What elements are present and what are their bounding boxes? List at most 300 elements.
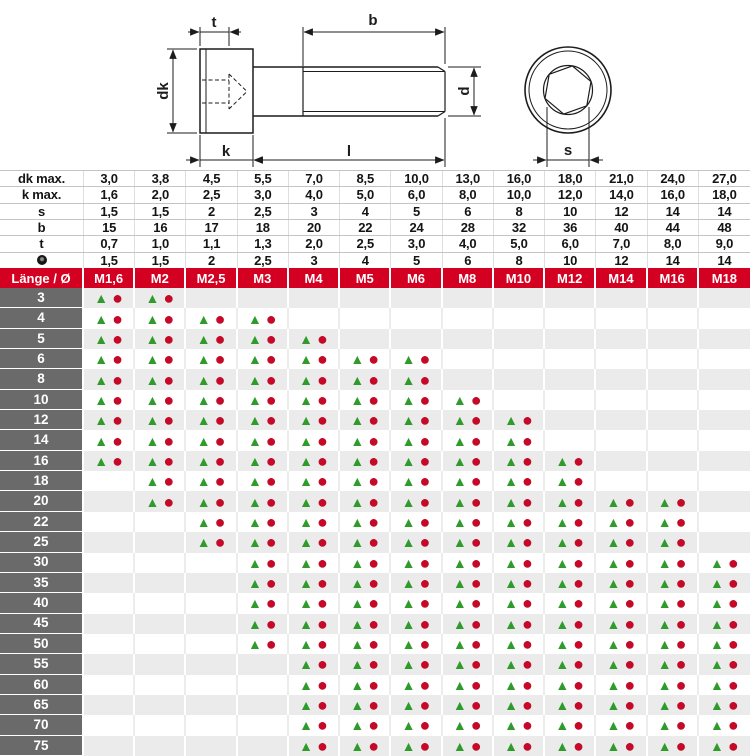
availability-cell xyxy=(84,573,135,593)
dimension-spec-table xyxy=(0,170,750,268)
table-row xyxy=(0,512,750,532)
length-row-header: 12 xyxy=(0,410,84,430)
availability-cell xyxy=(135,512,186,532)
availability-cell: ▲ ● xyxy=(545,512,596,532)
technical-drawing xyxy=(0,0,750,170)
availability-cell xyxy=(648,451,699,471)
availability-cell: ▲ ● xyxy=(494,410,545,430)
dim-value-cell: 8 xyxy=(494,253,545,268)
dim-value-cell: 1,5 xyxy=(84,253,135,268)
availability-cell: ▲ ● xyxy=(545,451,596,471)
availability-cell xyxy=(699,308,750,328)
dim-value-cell: 5,5 xyxy=(238,171,289,186)
availability-cell xyxy=(699,491,750,511)
dim-value-cell: 24 xyxy=(391,220,442,235)
availability-cell xyxy=(135,573,186,593)
availability-cell: ▲ ● xyxy=(596,695,647,715)
availability-cell: ▲ ● xyxy=(699,593,750,613)
dim-value-cell: 15 xyxy=(84,220,135,235)
availability-cell: ▲ ● xyxy=(699,634,750,654)
length-row-header: 16 xyxy=(0,451,84,471)
availability-cell xyxy=(238,654,289,674)
availability-cell xyxy=(340,308,391,328)
availability-cell xyxy=(186,573,237,593)
availability-cell: ▲ ● xyxy=(494,695,545,715)
availability-cell: ▲ ● xyxy=(391,695,442,715)
availability-cell xyxy=(84,491,135,511)
table-row xyxy=(0,349,750,369)
availability-cell: ▲ ● xyxy=(596,736,647,756)
availability-cell: ▲ ● xyxy=(238,573,289,593)
availability-cell: ▲ ● xyxy=(596,491,647,511)
dim-row-label xyxy=(0,253,84,268)
availability-cell xyxy=(596,349,647,369)
dim-spec-row xyxy=(0,186,750,202)
availability-cell: ▲ ● xyxy=(186,491,237,511)
table-row xyxy=(0,308,750,328)
availability-cell xyxy=(494,329,545,349)
availability-cell: ▲ ● xyxy=(545,532,596,552)
availability-cell xyxy=(494,349,545,369)
availability-cell: ▲ ● xyxy=(391,532,442,552)
availability-cell: ▲ ● xyxy=(340,675,391,695)
availability-cell: ▲ ● xyxy=(443,634,494,654)
availability-cell: ▲ ● xyxy=(596,634,647,654)
dim-label-t: t xyxy=(211,14,217,31)
availability-cell: ▲ ● xyxy=(494,654,545,674)
table-row xyxy=(0,715,750,735)
table-row xyxy=(0,614,750,634)
dim-value-cell: 28 xyxy=(443,220,494,235)
availability-cell xyxy=(84,512,135,532)
availability-cell: ▲ ● xyxy=(443,410,494,430)
availability-cell xyxy=(545,308,596,328)
dim-value-cell: 3 xyxy=(289,253,340,268)
availability-cell: ▲ ● xyxy=(596,654,647,674)
length-row-header: 14 xyxy=(0,430,84,450)
availability-cell: ▲ ● xyxy=(84,329,135,349)
availability-cell xyxy=(135,736,186,756)
availability-cell: ▲ ● xyxy=(186,349,237,369)
length-row-header: 22 xyxy=(0,512,84,532)
availability-cell: ▲ ● xyxy=(289,634,340,654)
column-header-cell: M4 xyxy=(289,268,340,288)
length-row-header: 50 xyxy=(0,634,84,654)
length-row-header: 60 xyxy=(0,675,84,695)
availability-cell: ▲ ● xyxy=(238,410,289,430)
availability-cell: ▲ ● xyxy=(391,349,442,369)
availability-cell xyxy=(135,675,186,695)
availability-cell: ▲ ● xyxy=(494,553,545,573)
dim-row-label: k max. xyxy=(0,187,84,202)
availability-cell: ▲ ● xyxy=(699,573,750,593)
dim-value-cell: 10,0 xyxy=(494,187,545,202)
availability-cell xyxy=(186,715,237,735)
dim-spec-row xyxy=(0,203,750,219)
availability-cell xyxy=(648,349,699,369)
availability-cell: ▲ ● xyxy=(340,451,391,471)
availability-cell xyxy=(186,675,237,695)
availability-cell xyxy=(135,634,186,654)
availability-cell: ▲ ● xyxy=(84,369,135,389)
availability-cell: ▲ ● xyxy=(443,695,494,715)
availability-cell xyxy=(84,736,135,756)
table-row xyxy=(0,451,750,471)
availability-cell: ▲ ● xyxy=(340,553,391,573)
availability-cell: ▲ ● xyxy=(545,736,596,756)
availability-cell: ▲ ● xyxy=(699,614,750,634)
dim-value-cell: 5 xyxy=(391,204,442,219)
availability-cell xyxy=(648,308,699,328)
column-header-cell: M12 xyxy=(545,268,596,288)
corner-header-cell: Länge / Ø xyxy=(0,268,84,288)
availability-cell xyxy=(186,614,237,634)
dim-value-cell: 44 xyxy=(648,220,699,235)
availability-cell: ▲ ● xyxy=(238,634,289,654)
availability-cell: ▲ ● xyxy=(186,430,237,450)
length-row-header: 3 xyxy=(0,288,84,308)
dim-value-cell: 1,5 xyxy=(135,204,186,219)
dim-value-cell: 4 xyxy=(340,204,391,219)
availability-cell: ▲ ● xyxy=(340,573,391,593)
availability-cell: ▲ ● xyxy=(494,634,545,654)
availability-cell: ▲ ● xyxy=(391,410,442,430)
availability-cell: ▲ ● xyxy=(545,614,596,634)
availability-cell: ▲ ● xyxy=(443,614,494,634)
availability-cell: ▲ ● xyxy=(391,471,442,491)
availability-cell xyxy=(84,471,135,491)
availability-cell xyxy=(135,532,186,552)
availability-cell xyxy=(84,532,135,552)
availability-cell: ▲ ● xyxy=(289,614,340,634)
availability-cell: ▲ ● xyxy=(289,715,340,735)
availability-cell: ▲ ● xyxy=(443,471,494,491)
length-row-header: 10 xyxy=(0,390,84,410)
availability-cell: ▲ ● xyxy=(699,553,750,573)
availability-cell xyxy=(545,329,596,349)
dim-value-cell: 2,0 xyxy=(135,187,186,202)
availability-cell: ▲ ● xyxy=(84,410,135,430)
availability-cell: ▲ ● xyxy=(443,654,494,674)
availability-cell xyxy=(84,614,135,634)
dim-value-cell: 27,0 xyxy=(712,171,737,187)
availability-cell xyxy=(699,349,750,369)
availability-cell xyxy=(84,634,135,654)
availability-cell: ▲ ● xyxy=(391,369,442,389)
availability-cell xyxy=(494,308,545,328)
availability-cell xyxy=(186,736,237,756)
dim-row-label: dk max. xyxy=(0,171,84,186)
availability-cell xyxy=(186,634,237,654)
availability-cell: ▲ ● xyxy=(596,573,647,593)
availability-cell xyxy=(699,369,750,389)
availability-cell: ▲ ● xyxy=(699,654,750,674)
availability-cell xyxy=(135,695,186,715)
availability-cell: ▲ ● xyxy=(340,715,391,735)
availability-cell xyxy=(238,695,289,715)
availability-cell xyxy=(648,430,699,450)
dim-value-cell: 2,0 xyxy=(289,236,340,251)
table-row xyxy=(0,471,750,491)
dim-value-cell: 20 xyxy=(289,220,340,235)
availability-cell xyxy=(340,288,391,308)
availability-cell xyxy=(135,553,186,573)
availability-cell xyxy=(443,329,494,349)
availability-cell: ▲ ● xyxy=(238,349,289,369)
availability-cell: ▲ ● xyxy=(186,532,237,552)
dim-value-cell: 13,0 xyxy=(443,171,494,186)
availability-cell xyxy=(648,471,699,491)
table-row xyxy=(0,410,750,430)
length-row-header: 75 xyxy=(0,736,84,756)
availability-cell xyxy=(545,390,596,410)
column-header-cell: M10 xyxy=(494,268,545,288)
column-header-cell: M5 xyxy=(340,268,391,288)
availability-cell xyxy=(135,593,186,613)
availability-cell: ▲ ● xyxy=(391,593,442,613)
hex-key-icon xyxy=(37,255,47,265)
availability-cell: ▲ ● xyxy=(84,349,135,369)
availability-cell: ▲ ● xyxy=(186,308,237,328)
availability-cell: ▲ ● xyxy=(443,451,494,471)
availability-cell: ▲ ● xyxy=(443,491,494,511)
availability-table-body xyxy=(0,288,750,756)
availability-cell: ▲ ● xyxy=(699,715,750,735)
availability-cell: ▲ ● xyxy=(545,593,596,613)
availability-cell xyxy=(186,695,237,715)
length-row-header: 35 xyxy=(0,573,84,593)
table-row xyxy=(0,390,750,410)
availability-cell xyxy=(699,288,750,308)
availability-cell xyxy=(84,553,135,573)
availability-cell: ▲ ● xyxy=(443,715,494,735)
availability-cell: ▲ ● xyxy=(238,491,289,511)
dim-value-cell: 3,0 xyxy=(84,171,135,186)
availability-cell xyxy=(545,349,596,369)
availability-cell: ▲ ● xyxy=(340,410,391,430)
table-row xyxy=(0,654,750,674)
availability-cell xyxy=(391,308,442,328)
availability-cell: ▲ ● xyxy=(494,471,545,491)
dim-value-cell: 4 xyxy=(340,253,391,268)
availability-cell: ▲ ● xyxy=(340,736,391,756)
dim-value-cell: 2,5 xyxy=(238,204,289,219)
table-row xyxy=(0,675,750,695)
dim-value-cell: 10 xyxy=(545,253,596,268)
availability-cell: ▲ ● xyxy=(391,715,442,735)
dim-value-cell: 8,5 xyxy=(340,171,391,186)
dim-value-cell: 9,0 xyxy=(715,236,734,252)
availability-cell: ▲ ● xyxy=(443,736,494,756)
availability-cell: ▲ ● xyxy=(289,512,340,532)
availability-cell: ▲ ● xyxy=(391,654,442,674)
availability-cell xyxy=(289,308,340,328)
availability-cell: ▲ ● xyxy=(238,593,289,613)
dim-value-cell: 12 xyxy=(596,204,647,219)
availability-cell: ▲ ● xyxy=(238,430,289,450)
table-row xyxy=(0,736,750,756)
dim-value-cell: 5,0 xyxy=(494,236,545,251)
availability-cell: ▲ ● xyxy=(186,369,237,389)
dim-value-cell: 36 xyxy=(545,220,596,235)
availability-cell: ▲ ● xyxy=(186,471,237,491)
availability-cell xyxy=(596,288,647,308)
availability-cell: ▲ ● xyxy=(289,573,340,593)
availability-cell: ▲ ● xyxy=(596,532,647,552)
availability-cell xyxy=(699,329,750,349)
dim-value-cell: 3 xyxy=(289,204,340,219)
availability-cell: ▲ ● xyxy=(648,715,699,735)
dim-value-cell: 8 xyxy=(494,204,545,219)
availability-cell: ▲ ● xyxy=(648,512,699,532)
dim-label-d: d xyxy=(456,86,473,96)
dim-label-k: k xyxy=(221,143,231,160)
dim-value-cell: 16,0 xyxy=(648,187,699,202)
availability-cell xyxy=(135,654,186,674)
availability-cell xyxy=(84,675,135,695)
dim-value-cell: 7,0 xyxy=(596,236,647,251)
length-row-header: 6 xyxy=(0,349,84,369)
availability-cell: ▲ ● xyxy=(289,349,340,369)
dim-spec-row xyxy=(0,235,750,251)
dim-spec-row xyxy=(0,170,750,186)
availability-cell xyxy=(340,329,391,349)
availability-cell: ▲ ● xyxy=(135,349,186,369)
availability-cell: ▲ ● xyxy=(289,491,340,511)
availability-cell: ▲ ● xyxy=(289,430,340,450)
dim-value-cell: 14 xyxy=(717,252,732,268)
availability-cell: ▲ ● xyxy=(289,654,340,674)
availability-cell: ▲ ● xyxy=(648,654,699,674)
availability-cell: ▲ ● xyxy=(648,573,699,593)
availability-cell xyxy=(699,410,750,430)
availability-cell xyxy=(391,329,442,349)
dim-value-cell: 10,0 xyxy=(391,171,442,186)
dim-value-cell: 18,0 xyxy=(712,187,737,203)
availability-cell: ▲ ● xyxy=(84,288,135,308)
availability-cell: ▲ ● xyxy=(289,410,340,430)
availability-cell: ▲ ● xyxy=(340,390,391,410)
availability-cell: ▲ ● xyxy=(391,390,442,410)
availability-cell xyxy=(596,410,647,430)
table-row xyxy=(0,369,750,389)
availability-cell: ▲ ● xyxy=(699,736,750,756)
availability-cell xyxy=(596,451,647,471)
availability-cell: ▲ ● xyxy=(648,695,699,715)
table-row xyxy=(0,593,750,613)
table-row xyxy=(0,491,750,511)
availability-cell: ▲ ● xyxy=(238,390,289,410)
dim-value-cell: 18 xyxy=(238,220,289,235)
availability-cell: ▲ ● xyxy=(238,329,289,349)
dim-spec-row xyxy=(0,219,750,235)
dim-value-cell: 16,0 xyxy=(494,171,545,186)
dim-value-cell: 21,0 xyxy=(596,171,647,186)
availability-cell: ▲ ● xyxy=(340,695,391,715)
length-row-header: 30 xyxy=(0,553,84,573)
table-row xyxy=(0,573,750,593)
dim-value-cell: 2 xyxy=(186,204,237,219)
table-row xyxy=(0,695,750,715)
dim-value-cell: 3,0 xyxy=(238,187,289,202)
dim-row-label: b xyxy=(0,220,84,235)
availability-cell: ▲ ● xyxy=(545,695,596,715)
availability-cell: ▲ ● xyxy=(186,390,237,410)
availability-cell xyxy=(238,715,289,735)
availability-cell: ▲ ● xyxy=(289,369,340,389)
availability-cell xyxy=(186,288,237,308)
availability-cell: ▲ ● xyxy=(135,390,186,410)
availability-cell xyxy=(648,410,699,430)
availability-cell xyxy=(494,390,545,410)
availability-cell: ▲ ● xyxy=(135,288,186,308)
availability-cell: ▲ ● xyxy=(648,614,699,634)
diameter-header-row xyxy=(0,268,750,288)
availability-cell: ▲ ● xyxy=(494,430,545,450)
availability-cell: ▲ ● xyxy=(699,675,750,695)
availability-cell xyxy=(648,329,699,349)
availability-cell: ▲ ● xyxy=(391,675,442,695)
availability-cell: ▲ ● xyxy=(494,491,545,511)
length-row-header: 20 xyxy=(0,491,84,511)
availability-cell: ▲ ● xyxy=(648,675,699,695)
dim-value-cell: 8,0 xyxy=(648,236,699,251)
availability-cell xyxy=(545,430,596,450)
availability-cell xyxy=(238,288,289,308)
dim-value-cell: 2,5 xyxy=(238,253,289,268)
availability-cell: ▲ ● xyxy=(135,369,186,389)
dim-value-cell: 6,0 xyxy=(391,187,442,202)
availability-cell: ▲ ● xyxy=(340,491,391,511)
availability-cell: ▲ ● xyxy=(289,329,340,349)
table-row xyxy=(0,553,750,573)
availability-cell: ▲ ● xyxy=(443,553,494,573)
availability-cell: ▲ ● xyxy=(545,654,596,674)
dim-value-cell: 12,0 xyxy=(545,187,596,202)
availability-cell: ▲ ● xyxy=(289,451,340,471)
dim-value-cell: 6,0 xyxy=(545,236,596,251)
column-header-cell: M14 xyxy=(596,268,647,288)
table-row xyxy=(0,532,750,552)
availability-cell: ▲ ● xyxy=(238,308,289,328)
availability-cell: ▲ ● xyxy=(545,491,596,511)
availability-cell: ▲ ● xyxy=(340,369,391,389)
table-row xyxy=(0,329,750,349)
column-header-cell: M1,6 xyxy=(84,268,135,288)
dim-row-label: s xyxy=(0,204,84,219)
availability-cell: ▲ ● xyxy=(135,471,186,491)
dim-value-cell: 14,0 xyxy=(596,187,647,202)
availability-cell xyxy=(135,715,186,735)
availability-cell: ▲ ● xyxy=(135,410,186,430)
availability-cell: ▲ ● xyxy=(545,634,596,654)
dim-value-cell: 8,0 xyxy=(443,187,494,202)
availability-cell: ▲ ● xyxy=(648,593,699,613)
dim-value-cell: 10 xyxy=(545,204,596,219)
availability-cell: ▲ ● xyxy=(494,532,545,552)
availability-cell: ▲ ● xyxy=(648,553,699,573)
dim-value-cell: 3,0 xyxy=(391,236,442,251)
column-header-cell: M18 xyxy=(699,268,750,288)
availability-cell xyxy=(648,390,699,410)
availability-cell: ▲ ● xyxy=(596,675,647,695)
dim-label-s: s xyxy=(563,142,573,159)
availability-cell: ▲ ● xyxy=(596,553,647,573)
dim-value-cell: 17 xyxy=(186,220,237,235)
availability-cell xyxy=(135,614,186,634)
availability-cell xyxy=(699,512,750,532)
dim-value-cell: 4,0 xyxy=(289,187,340,202)
